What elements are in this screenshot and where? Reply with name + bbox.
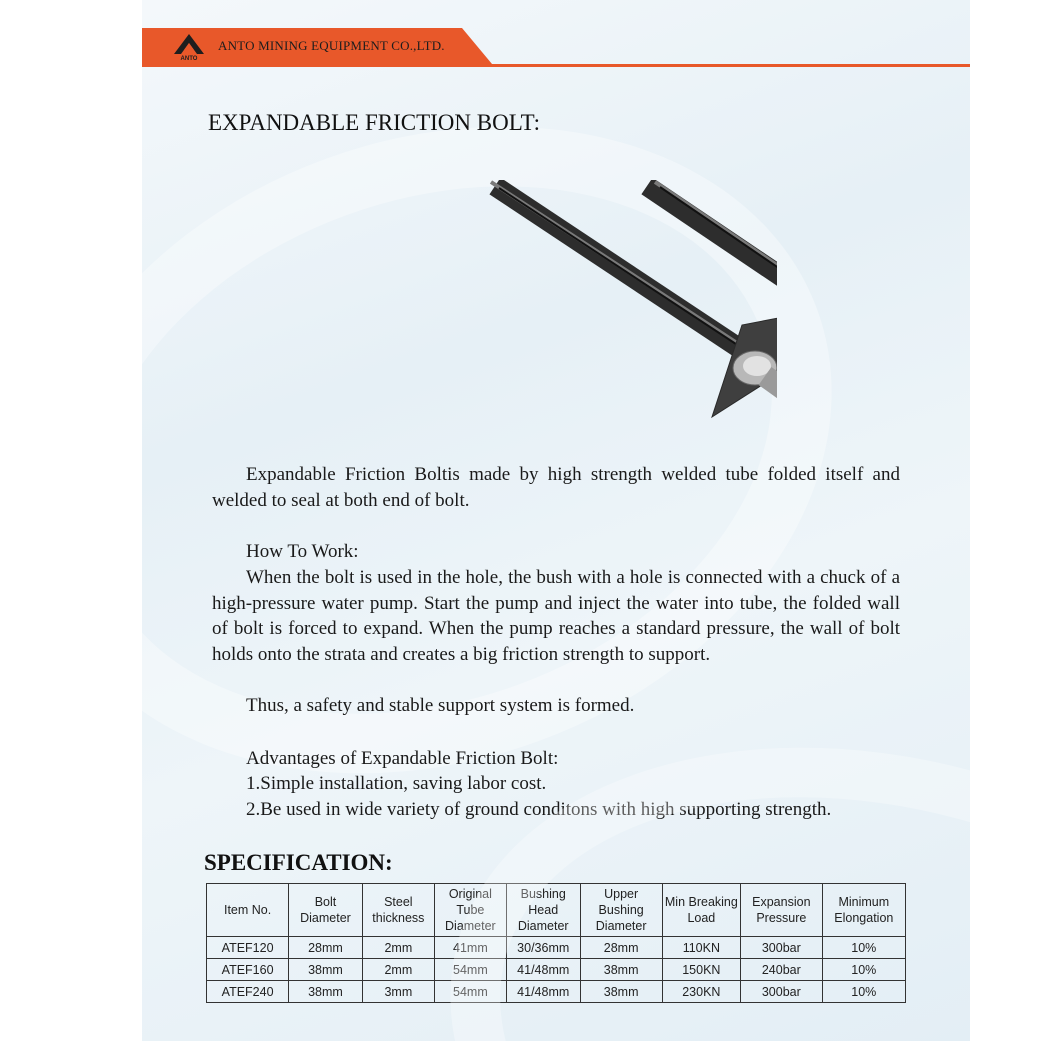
company-name: ANTO MINING EQUIPMENT CO.,LTD. bbox=[218, 38, 445, 53]
how-to-work-heading: How To Work: bbox=[246, 541, 359, 562]
table-cell: 38mm bbox=[289, 959, 363, 981]
table-cell: 10% bbox=[822, 937, 905, 959]
table-header: Expansion Pressure bbox=[741, 884, 823, 937]
table-cell: 41/48mm bbox=[506, 981, 580, 1003]
friction-bolt-image bbox=[337, 180, 777, 425]
header-rule bbox=[142, 64, 970, 67]
logo-text: ANTO bbox=[180, 56, 198, 61]
anto-logo bbox=[172, 33, 206, 61]
table-header: Item No. bbox=[207, 884, 289, 937]
specification-table bbox=[206, 883, 906, 1003]
table-cell: 240bar bbox=[741, 959, 823, 981]
brochure-page bbox=[142, 0, 970, 1041]
table-cell: 2mm bbox=[362, 937, 434, 959]
page-title: EXPANDABLE FRICTION BOLT: bbox=[208, 110, 540, 135]
table-cell: 28mm bbox=[580, 937, 662, 959]
table-cell: ATEF240 bbox=[207, 981, 289, 1003]
table-cell: 10% bbox=[822, 981, 905, 1003]
table-cell: 54mm bbox=[434, 959, 506, 981]
table-cell: 41/48mm bbox=[506, 959, 580, 981]
table-cell: 38mm bbox=[289, 981, 363, 1003]
table-row bbox=[207, 959, 906, 981]
conclusion-paragraph: Thus, a safety and stable support system is formed. bbox=[246, 695, 635, 716]
table-cell: 300bar bbox=[741, 981, 823, 1003]
table-header: Bushing Head Diameter bbox=[506, 884, 580, 937]
table-header: Min Breaking Load bbox=[662, 884, 740, 937]
table-cell: 150KN bbox=[662, 959, 740, 981]
how-to-work-paragraph: When the bolt is used in the hole, the bush with a hole is connected with a chuck of a high-pressure water pump. Start the pump and inject the water into tube, the folded wall of bolt is forced to expand. When the pump reaches a standard pressure, the wall of bolt holds onto the strata and creates a big friction strength to support. bbox=[212, 567, 900, 665]
table-cell: ATEF160 bbox=[207, 959, 289, 981]
table-cell: 230KN bbox=[662, 981, 740, 1003]
table-cell: 54mm bbox=[434, 981, 506, 1003]
table-header: Original Tube Diameter bbox=[434, 884, 506, 937]
table-row bbox=[207, 981, 906, 1003]
advantage-item: 1.Simple installation, saving labor cost. bbox=[246, 773, 547, 794]
table-header-row bbox=[207, 884, 906, 937]
table-cell: 10% bbox=[822, 959, 905, 981]
intro-paragraph: Expandable Friction Boltis made by high strength welded tube folded itself and welded to seal at both end of bolt. bbox=[212, 464, 900, 511]
table-cell: 300bar bbox=[741, 937, 823, 959]
table-header: Steel thickness bbox=[362, 884, 434, 937]
table-cell: 41mm bbox=[434, 937, 506, 959]
advantage-item: 2.Be used in wide variety of ground conditons with high supporting strength. bbox=[246, 799, 832, 820]
table-header: Upper Bushing Diameter bbox=[580, 884, 662, 937]
table-cell: 30/36mm bbox=[506, 937, 580, 959]
table-cell: 110KN bbox=[662, 937, 740, 959]
table-cell: 38mm bbox=[580, 981, 662, 1003]
table-header: Minimum Elongation bbox=[822, 884, 905, 937]
table-cell: 3mm bbox=[362, 981, 434, 1003]
specification-title: SPECIFICATION: bbox=[204, 850, 393, 875]
table-cell: 2mm bbox=[362, 959, 434, 981]
table-header: Bolt Diameter bbox=[289, 884, 363, 937]
table-cell: 38mm bbox=[580, 959, 662, 981]
table-row bbox=[207, 937, 906, 959]
table-cell: ATEF120 bbox=[207, 937, 289, 959]
table-cell: 28mm bbox=[289, 937, 363, 959]
advantages-heading: Advantages of Expandable Friction Bolt: bbox=[246, 748, 559, 769]
